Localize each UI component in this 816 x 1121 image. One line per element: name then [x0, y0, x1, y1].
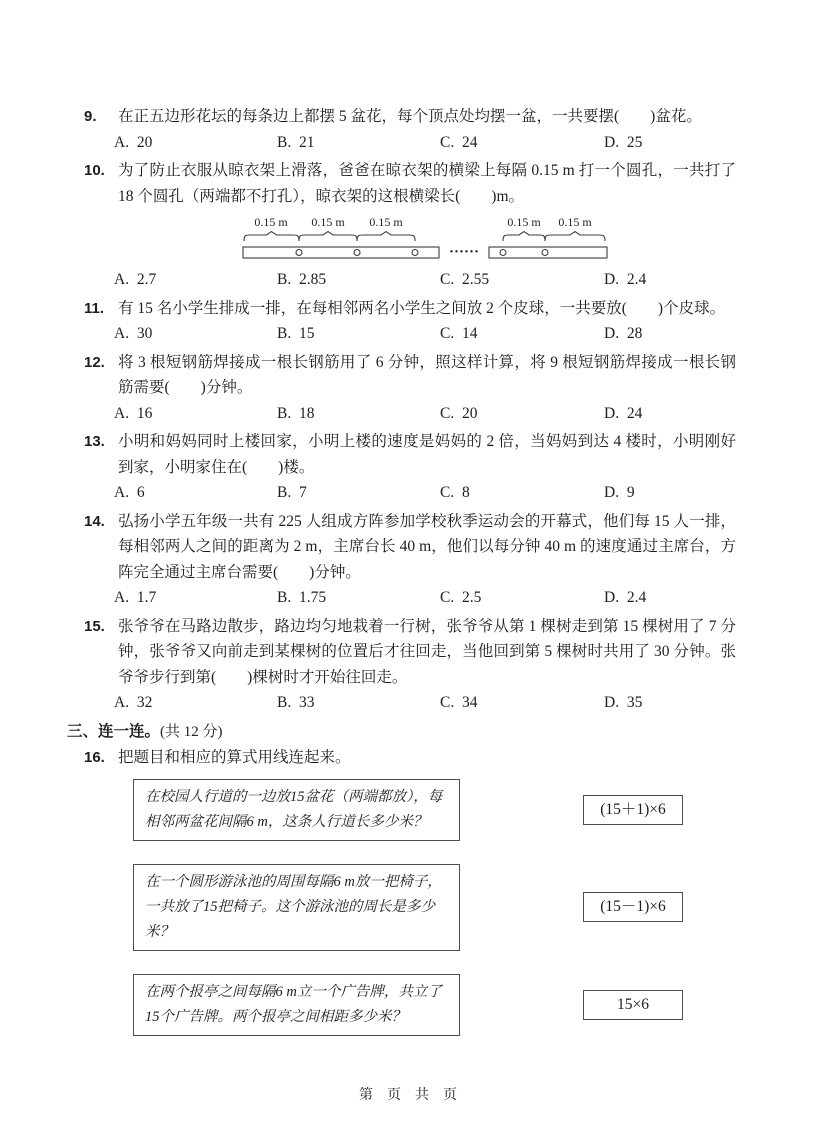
question-9 — [86, 104, 736, 155]
question-11 — [86, 296, 736, 347]
option-d: D. 28 — [604, 325, 643, 342]
question-12-number: 12. — [84, 353, 105, 371]
beam-bar-left — [243, 247, 439, 258]
question-9-text-line — [86, 104, 736, 130]
question-11-text-line — [86, 296, 736, 322]
segment-label: 0.15 m — [507, 215, 541, 229]
question-14-number: 14. — [84, 512, 105, 530]
ellipsis-dots: ······ — [448, 244, 480, 260]
option-b: B. 1.75 — [277, 589, 327, 606]
matching-pair-2 — [86, 864, 736, 951]
hole-icon — [542, 250, 548, 256]
brace-segment — [244, 232, 299, 242]
question-16-number: 16. — [84, 749, 105, 766]
question-10-body: 为了防止衣服从晾衣架上滑落，爸爸在晾衣架的横梁上每隔 0.15 m 打一个圆孔，一共打了 18 个圆孔（两端都不打孔），晾衣架的这根横梁长( )m。 — [118, 162, 736, 205]
option-c: C. 20 — [440, 404, 478, 422]
brace-segment — [357, 232, 415, 242]
option-b: B. 2.85 — [277, 271, 327, 288]
brace-segment — [545, 232, 605, 242]
question-14-options — [86, 585, 736, 611]
problem-box-3: 在两个报亭之间每隔6 m立一个广告牌，共立了15个广告牌。两个报亭之间相距多少米？ — [133, 974, 460, 1036]
question-15-body: 张爷爷在马路边散步，路边均匀地栽着一行树，张爷爷从第 1 棵树走到第 15 棵树用了 7 分钟，张爷爷又向前走到某棵树的位置后才往回走，当他回到第 5 棵树时共用了 30 分钟。张爷爷步行到第( )棵树时才开始往回走。 — [118, 617, 736, 686]
clothes-rack-beam-diagram — [241, 214, 613, 266]
question-16-text-line — [86, 745, 736, 771]
problem-box-2: 在一个圆形游泳池的周围每隔6 m放一把椅子，一共放了15把椅子。这个游泳池的周长是多少米？ — [133, 864, 460, 951]
option-c: C. 8 — [440, 484, 470, 501]
matching-pair-1 — [86, 779, 736, 841]
option-b: B. 21 — [277, 133, 315, 151]
question-12-options — [86, 401, 736, 427]
option-b: B. 33 — [277, 694, 315, 711]
question-13-body: 小明和妈妈同时上楼回家，小明上楼的速度是妈妈的 2 倍，当妈妈到达 4 楼时，小明刚好到家，小明家住在( )楼。 — [118, 433, 736, 476]
option-a: A. 2.7 — [114, 271, 157, 288]
brace-segment — [503, 232, 545, 242]
question-11-body: 有 15 名小学生排成一排，在每相邻两名小学生之间放 2 个皮球，一共要放( )个皮球。 — [118, 299, 726, 317]
question-9-number: 9. — [84, 108, 97, 125]
question-12-body: 将 3 根短钢筋焊接成一根长钢筋用了 6 分钟，照这样计算，将 9 根短钢筋焊接成一根长钢筋需要( )分钟。 — [118, 353, 736, 396]
option-a: A. 6 — [114, 484, 145, 501]
option-d: D. 2.4 — [604, 271, 647, 288]
option-c: C. 2.55 — [440, 271, 490, 288]
question-13 — [86, 429, 736, 506]
matching-pair-3 — [86, 974, 736, 1036]
option-c: C. 34 — [440, 694, 478, 711]
option-d: D. 35 — [604, 694, 643, 711]
question-9-options — [86, 130, 736, 156]
option-d: D. 24 — [604, 404, 643, 422]
hole-icon — [296, 250, 302, 256]
question-15-number: 15. — [84, 617, 105, 635]
hole-icon — [412, 250, 418, 256]
question-14-text-line — [86, 509, 736, 586]
section-three-header — [67, 719, 736, 746]
question-10-text-line — [86, 158, 736, 209]
option-b: B. 15 — [277, 325, 315, 342]
problem-box-1: 在校园人行道的一边放15盆花（两端都放），每相邻两盆花间隔6 m，这条人行道长多少米？ — [133, 779, 460, 841]
segment-label: 0.15 m — [558, 215, 592, 229]
hole-icon — [354, 250, 360, 256]
question-15-text-line — [86, 614, 736, 691]
option-a: A. 32 — [114, 694, 153, 711]
question-11-number: 11. — [84, 299, 105, 317]
option-c: C. 24 — [440, 133, 478, 151]
expression-box-2: (15－1)×6 — [583, 892, 683, 922]
question-11-options — [86, 321, 736, 347]
segment-label: 0.15 m — [311, 215, 345, 229]
question-16 — [86, 745, 736, 771]
matching-area — [86, 779, 736, 1036]
question-10-options — [86, 267, 736, 293]
question-13-text-line — [86, 429, 736, 480]
option-a: A. 20 — [114, 133, 153, 151]
segment-label: 0.15 m — [369, 215, 403, 229]
question-15 — [86, 614, 736, 716]
question-10 — [86, 158, 736, 293]
expression-box-3: 15×6 — [583, 990, 683, 1020]
question-15-options — [86, 690, 736, 716]
segment-label: 0.15 m — [254, 215, 288, 229]
option-b: B. 18 — [277, 404, 315, 422]
question-13-number: 13. — [84, 433, 105, 450]
option-c: C. 14 — [440, 325, 478, 342]
option-a: A. 16 — [114, 404, 153, 422]
hole-icon — [500, 250, 506, 256]
question-14-body: 弘扬小学五年级一共有 225 人组成方阵参加学校秋季运动会的开幕式，他们每 15 人一排，每相邻两人之间的距离为 2 m，主席台长 40 m，他们以每分钟 40 m 的速度通过主席台，方阵完全通过主席台需要( )分钟。 — [118, 512, 736, 581]
option-c: C. 2.5 — [440, 589, 482, 606]
brace-segment — [299, 232, 357, 242]
section-three-score: (共 12 分) — [160, 723, 223, 740]
option-d: D. 9 — [604, 484, 635, 501]
question-16-body: 把题目和相应的算式用线连起来。 — [118, 749, 351, 766]
question-12 — [86, 350, 736, 427]
question-13-options — [86, 480, 736, 506]
question-9-body: 在正五边形花坛的每条边上都摆 5 盆花，每个顶点处均摆一盆，一共要摆( )盆花。 — [118, 108, 702, 125]
question-12-text-line — [86, 350, 736, 401]
option-b: B. 7 — [277, 484, 307, 501]
option-d: D. 25 — [604, 133, 643, 151]
option-a: A. 30 — [114, 325, 153, 342]
option-d: D. 2.4 — [604, 589, 647, 606]
question-14 — [86, 509, 736, 611]
question-10-number: 10. — [84, 162, 105, 179]
option-a: A. 1.7 — [114, 589, 157, 606]
expression-box-1: (15＋1)×6 — [583, 795, 683, 825]
section-three-title: 三、连一连。 — [67, 722, 161, 740]
page-footer: 第 页 共 页 — [359, 1088, 457, 1103]
exam-content — [67, 104, 736, 1036]
